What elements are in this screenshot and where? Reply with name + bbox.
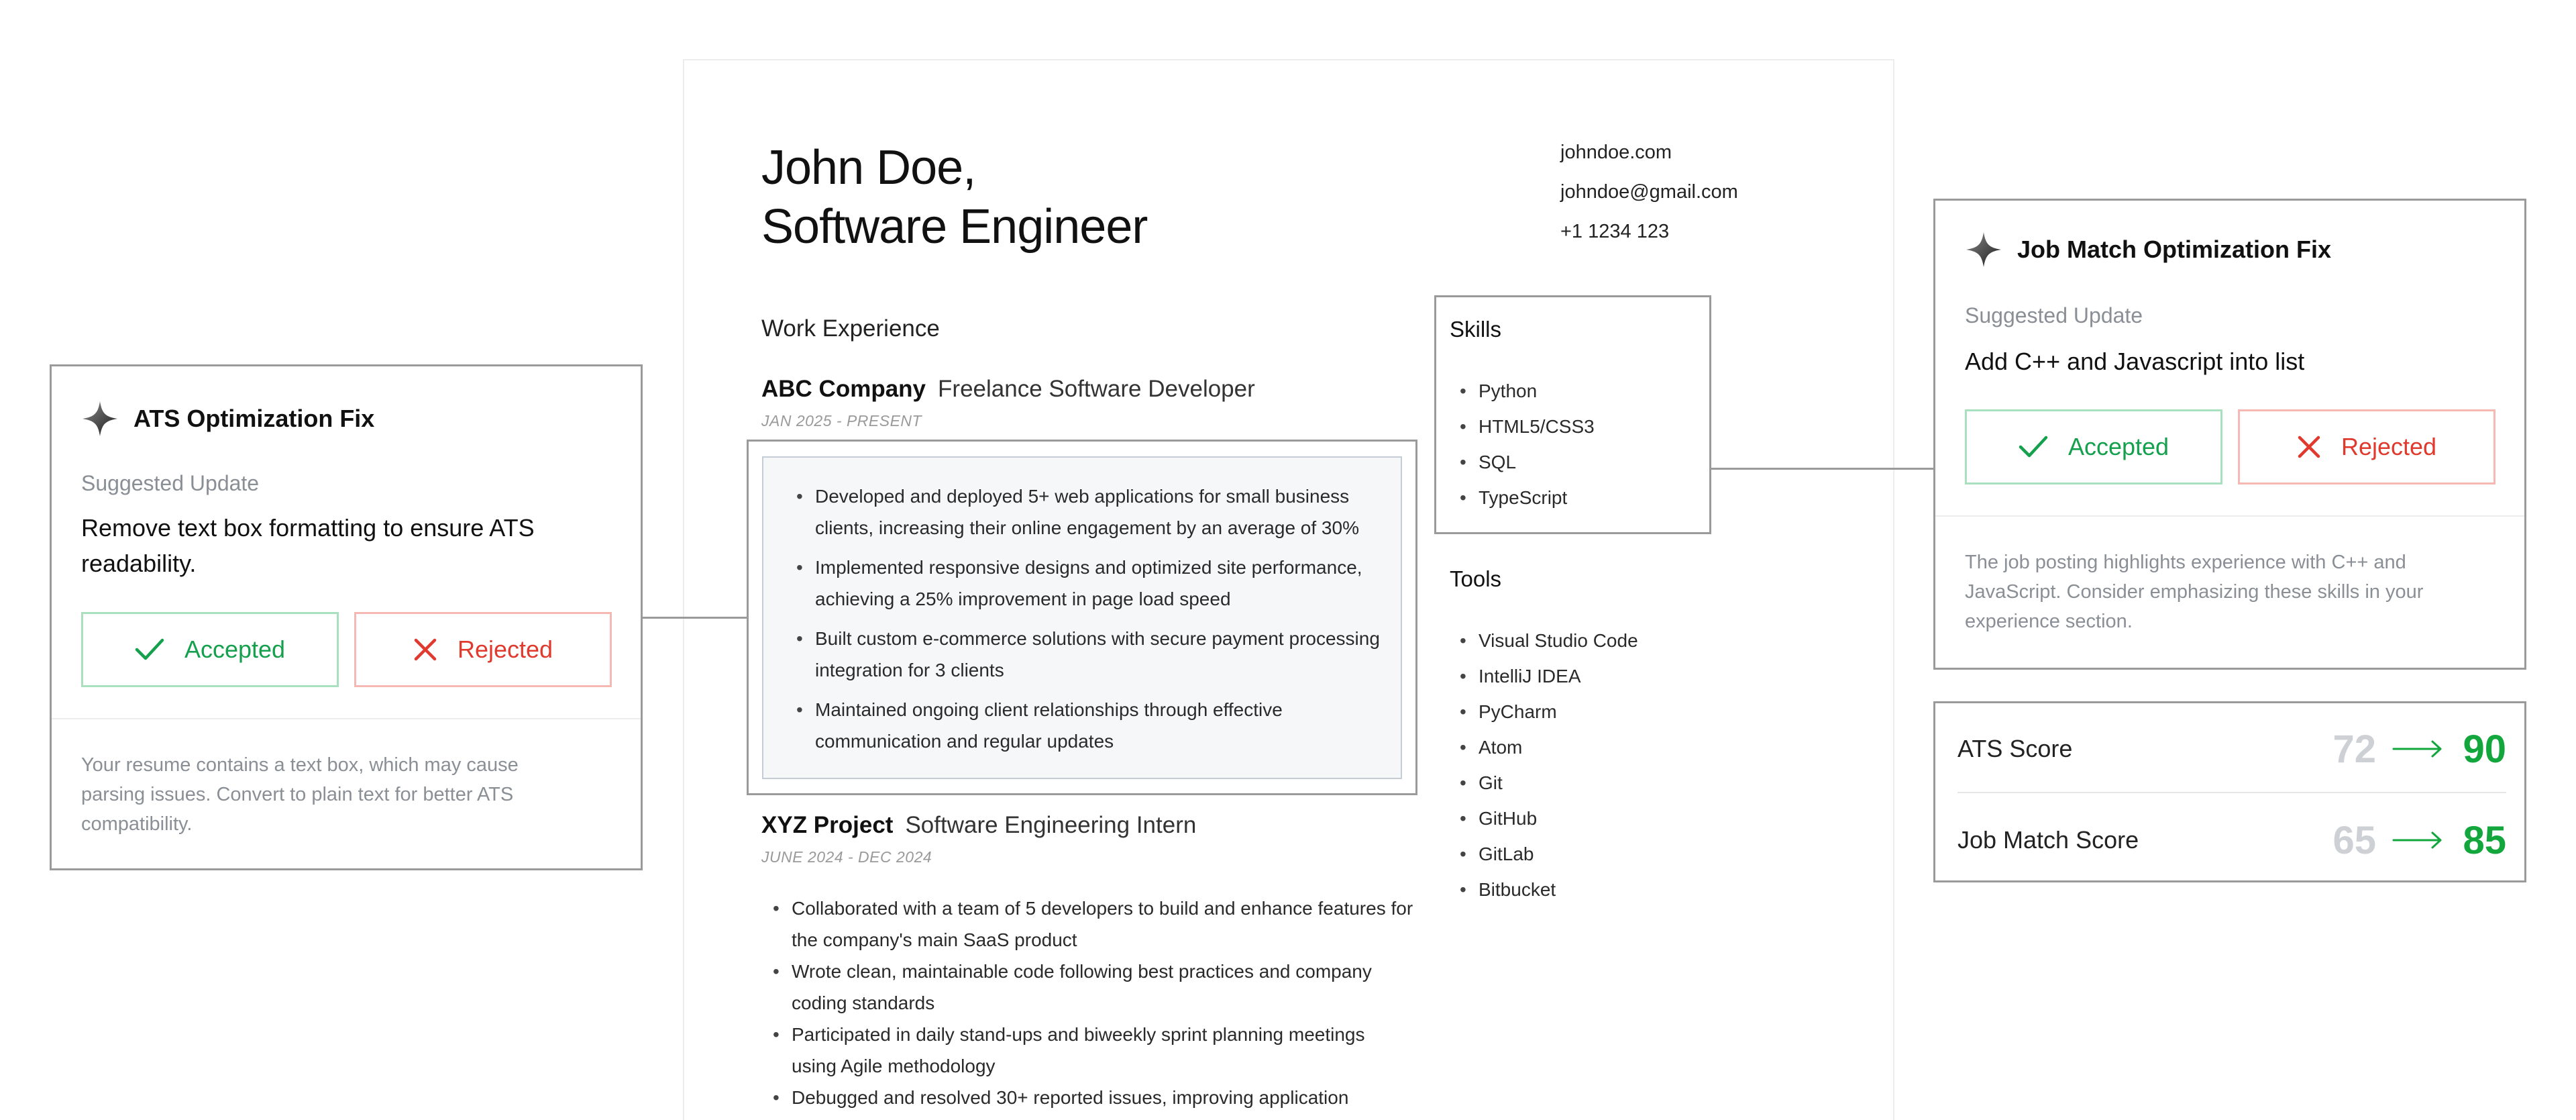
job-accept-label: Accepted (2068, 433, 2169, 460)
list-item: • Bitbucket (1458, 872, 1727, 907)
resume-name (761, 138, 1147, 256)
ats-reject-label: Rejected (457, 635, 553, 663)
list-item: • SQL (1458, 444, 1686, 480)
check-icon (135, 638, 164, 662)
ats-card-suggestion: Remove text box formatting to ensure ATS readability. (81, 514, 535, 577)
job-heading (761, 812, 1196, 839)
job-card-header (1965, 231, 2331, 268)
list-item: • Git (1458, 765, 1727, 801)
job-score-row (1957, 807, 2506, 874)
list-item: • Maintained ongoing client relationships through effective communication and regular updates (795, 694, 1385, 757)
ats-score-old: 72 (2332, 727, 2376, 771)
ats-score-label: ATS Score (1957, 735, 2073, 762)
job-date: JUNE 2024 - DEC 2024 (761, 848, 932, 866)
contact-website[interactable]: johndoe.com (1560, 142, 1672, 163)
score-card (1933, 701, 2526, 882)
job-date: JAN 2025 - PRESENT (761, 412, 922, 429)
job-reject-button[interactable] (2238, 409, 2496, 485)
ats-accept-label: Accepted (184, 635, 286, 663)
list-item: • HTML5/CSS3 (1458, 409, 1686, 444)
list-item: • Python (1458, 373, 1686, 409)
skills-heading: Skills (1450, 317, 1502, 342)
job-accept-button[interactable] (1965, 409, 2222, 485)
list-item: • Wrote clean, maintainable code following best practices and company coding standards (771, 956, 1415, 1019)
list-item: • Atom (1458, 729, 1727, 765)
sparkle-icon (81, 400, 119, 438)
list-item: • GitLab (1458, 836, 1727, 872)
list-item: • PyCharm (1458, 694, 1727, 729)
close-icon (2297, 435, 2321, 459)
list-item: • TypeScript (1458, 480, 1686, 515)
ats-score-new: 90 (2463, 727, 2506, 771)
sparkle-icon (1965, 231, 2002, 268)
tools-list (1458, 623, 1727, 907)
tools-heading: Tools (1450, 566, 1502, 591)
job-role: Freelance Software Developer (938, 376, 1255, 402)
list-item: • Visual Studio Code (1458, 623, 1727, 658)
contact-email[interactable]: johndoe@gmail.com (1560, 181, 1738, 203)
job-heading (761, 376, 1255, 403)
ats-connector-line (642, 617, 747, 619)
ats-card-subtitle: Suggested Update (81, 471, 260, 495)
list-item: • Developed and deployed 5+ web applications for small business clients, increasing their online engagement by an average of 30% (795, 480, 1385, 544)
score-divider (1957, 792, 2506, 793)
skills-list (1458, 373, 1686, 515)
job-score-new: 85 (2463, 818, 2506, 862)
close-icon (413, 638, 437, 662)
list-item: • Collaborated with a team of 5 developers to build and enhance features for the company's main SaaS product (771, 893, 1415, 956)
work-experience-heading: Work Experience (761, 315, 940, 342)
job-connector-line (1711, 468, 1933, 470)
resume-name-line: John Doe, (761, 141, 976, 195)
check-icon (2019, 435, 2048, 459)
contact-phone: +1 1234 123 (1560, 221, 1670, 242)
ats-reject-button[interactable] (354, 612, 612, 687)
list-item: • Built custom e-commerce solutions with secure payment processing integration for 3 clients (795, 623, 1385, 686)
job-card-subtitle: Suggested Update (1965, 303, 2143, 327)
job-bullets (771, 893, 1415, 1113)
list-item: • Participated in daily stand-ups and biweekly sprint planning meetings using Agile methodology (771, 1019, 1415, 1082)
ats-accept-button[interactable] (81, 612, 339, 687)
job-role: Software Engineering Intern (905, 812, 1197, 838)
ats-card-title: ATS Optimization Fix (133, 405, 375, 432)
list-item: • GitHub (1458, 801, 1727, 836)
job-company: XYZ Project (761, 812, 894, 838)
job-bullets (795, 480, 1385, 765)
list-item: • IntelliJ IDEA (1458, 658, 1727, 694)
resume-title-line: Software Engineer (761, 200, 1148, 254)
ats-card-header (81, 400, 374, 438)
list-item: • Debugged and resolved 30+ reported issues, improving application (771, 1082, 1415, 1113)
job-card-divider (1935, 515, 2524, 517)
arrow-right-icon (2392, 739, 2443, 759)
contact-info (1560, 139, 1738, 258)
job-score-old: 65 (2332, 818, 2376, 862)
arrow-right-icon (2392, 830, 2443, 850)
list-item: • Implemented responsive designs and optimized site performance, achieving a 25% improvement in page load speed (795, 552, 1385, 615)
job-company: ABC Company (761, 376, 926, 402)
ats-card-divider (52, 718, 641, 719)
ats-score-row (1957, 715, 2506, 782)
ats-card-note: Your resume contains a text box, which may cause parsing issues. Convert to plain text for better ATS compatibility. (81, 754, 519, 835)
job-card-suggestion: Add C++ and Javascript into list (1965, 348, 2305, 375)
job-reject-label: Rejected (2341, 433, 2437, 460)
job-card-note: The job posting highlights experience with C++ and JavaScript. Consider emphasizing these skills in your experience section. (1965, 552, 2424, 632)
job-score-label: Job Match Score (1957, 826, 2139, 854)
job-card-title: Job Match Optimization Fix (2017, 236, 2332, 263)
